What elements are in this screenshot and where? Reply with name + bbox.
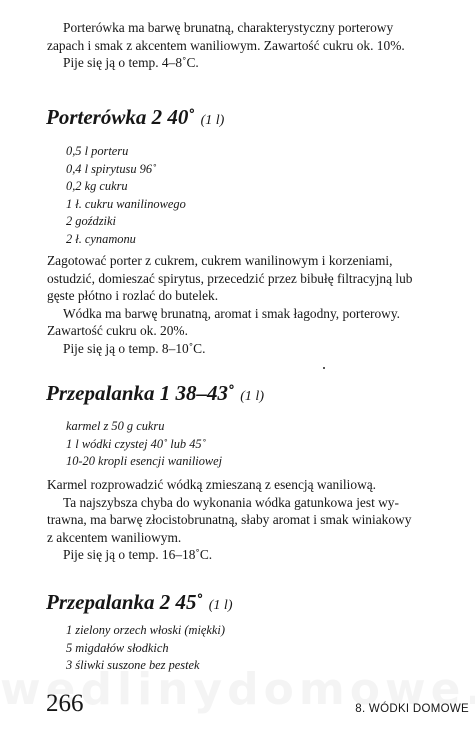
recipe-text-line: Karmel rozprowadzić wódką zmieszaną z esencją waniliową. <box>47 477 377 492</box>
recipe-text-line: gęste płótno i rozlać do butelek. <box>47 288 219 303</box>
ingredient-item: 3 śliwki suszone bez pestek <box>66 658 200 672</box>
ingredient-item: karmel z 50 g cukru <box>66 419 165 433</box>
recipe-number: 2 <box>151 105 163 129</box>
intro-line-3: Pije się ją o temp. 4–8˚C. <box>63 55 199 70</box>
recipe-number: 2 <box>159 590 171 614</box>
recipe-name: Przepalanka <box>46 590 155 614</box>
recipe-name: Porterówka <box>46 105 147 129</box>
recipe-text-line: Pije się ją o temp. 16–18˚C. <box>63 547 213 562</box>
recipe-text-line: z akcentem waniliowym. <box>47 530 182 545</box>
recipe-text-line: Zawartość cukru ok. 20%. <box>47 323 188 338</box>
ingredient-item: 5 migdałów słodkich <box>66 640 169 655</box>
intro-line-1: Porterówka ma barwę brunatną, charakterystyczny porterowy <box>63 20 394 35</box>
ingredient-list <box>66 418 222 471</box>
recipe-number: 1 <box>159 381 171 405</box>
degree-sign: ˚ <box>228 381 236 405</box>
recipe-text-line: Pije się ją o temp. 8–10˚C. <box>63 341 206 356</box>
ingredient-item: 0,4 l spirytusu 96˚ <box>66 161 157 176</box>
recipe-degree: 45 <box>175 590 197 614</box>
recipe-text-line: trawna, ma barwę złocistobrunatną, słaby aromat i smak winiakowy <box>47 512 412 527</box>
degree-sign: ˚ <box>196 590 204 614</box>
recipe-heading-porterowka-2 <box>46 104 224 134</box>
chapter-label: 8. WÓDKI DOMOWE <box>355 703 469 715</box>
ingredient-item: 0,5 l porteru <box>66 144 129 158</box>
ingredient-item: 1 l wódki czystej 40˚ lub 45˚ <box>66 436 206 451</box>
recipe-name: Przepalanka <box>46 381 155 405</box>
recipe-text-line: Ta najszybsza chyba do wykonania wódka gatunkowa jest wy- <box>63 495 399 510</box>
ingredient-list <box>66 143 186 248</box>
recipe-quantity: (1 l) <box>200 113 225 128</box>
recipe-degree: 38–43 <box>175 381 229 405</box>
ingredient-item: 10-20 kropli esencji waniliowej <box>66 454 223 468</box>
intro-line-2: zapach i smak z akcentem waniliowym. Zawartość cukru ok. 10%. <box>47 38 405 53</box>
recipe-text-line: Zagotować porter z cukrem, cukrem wanilinowym i korzeniami, <box>47 253 393 268</box>
recipe-heading-przepalanka-2 <box>46 589 232 619</box>
page-number: 266 <box>46 690 84 717</box>
degree-sign: ˚ <box>188 105 196 129</box>
ingredient-item: 1 zielony orzech włoski (miękki) <box>66 623 225 637</box>
ingredient-item: 2 goździki <box>66 214 116 228</box>
recipe-text-line: Wódka ma barwę brunatną, aromat i smak łagodny, porterowy. <box>63 306 401 321</box>
recipe-text-line: ostudzić, domieszać spirytus, przecedzić przez bibułę filtracyjną lub <box>47 271 413 286</box>
ingredient-item: 1 ł. cukru wanilinowego <box>66 196 186 211</box>
recipe-degree: 40 <box>167 105 189 129</box>
recipe-quantity: (1 l) <box>240 389 264 404</box>
recipe-quantity: (1 l) <box>208 598 233 613</box>
ingredient-item: 0,2 kg cukru <box>66 179 128 193</box>
recipe-heading-przepalanka-1 <box>46 380 264 410</box>
stray-dot <box>323 367 325 369</box>
ingredient-item: 2 ł. cynamonu <box>66 231 136 246</box>
